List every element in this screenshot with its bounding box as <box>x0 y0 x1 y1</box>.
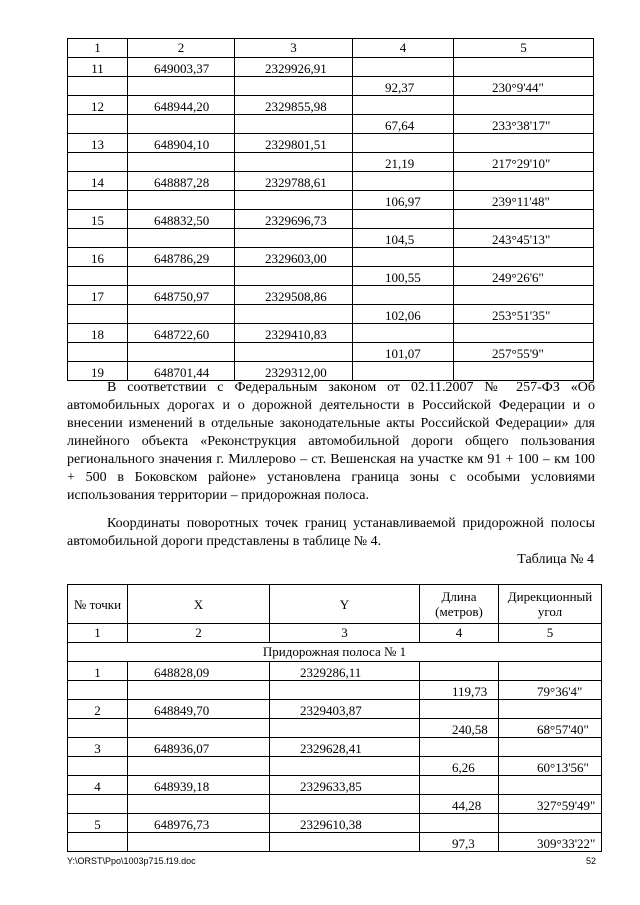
table-cell: 101,07 <box>353 343 454 362</box>
table-cell: 648976,73 <box>128 814 270 833</box>
column-header: Длина (метров) <box>420 585 499 624</box>
table-cell: 21,19 <box>353 153 454 172</box>
table-cell: 2 <box>68 700 128 719</box>
table-cell <box>68 191 128 210</box>
footer-file-path: Y:\ORST\Ppo\1003p715.f19.doc <box>67 856 196 866</box>
table-cell <box>454 96 594 115</box>
column-number-cell: 1 <box>68 39 128 58</box>
table-row <box>68 795 602 814</box>
table-cell: 106,97 <box>353 191 454 210</box>
legal-paragraph <box>67 379 595 505</box>
table-cell: 2329508,86 <box>235 286 353 305</box>
table-cell <box>420 814 499 833</box>
coordinates-table-continued <box>67 38 594 381</box>
table-cell: 100,55 <box>353 267 454 286</box>
table-cell: 648722,60 <box>128 324 235 343</box>
table-cell: 648828,09 <box>128 662 270 681</box>
paragraph-text: В соответствии с Федеральным законом от 02.11.2007 № 257-ФЗ «Об автомобильных дорогах и о дорожной деятельности в Российской Федерации и о внесении изменений в отдельные законодательные акты Российской Федерации» для линейного объекта «Реконструкция автомобильной дороги общего пользования регионального значения г. Миллерово – ст. Вешенская на участке км 91 + 100 – км 100 + 500 в Боковском районе» установлена граница зоны с особыми условиями использования территории – придорожная полоса. <box>67 380 595 503</box>
table-cell: 243°45'13" <box>454 229 594 248</box>
table-cell: 648832,50 <box>128 210 235 229</box>
column-number-cell: 1 <box>68 624 128 643</box>
table-cell <box>68 77 128 96</box>
table-row <box>68 229 594 248</box>
column-number-cell: 3 <box>235 39 353 58</box>
table-row <box>68 814 602 833</box>
table-cell: 104,5 <box>353 229 454 248</box>
table-cell <box>128 191 235 210</box>
table-cell: 2329926,91 <box>235 58 353 77</box>
coordinates-table-4 <box>67 584 602 852</box>
table-cell <box>128 305 235 324</box>
table-cell: 648786,29 <box>128 248 235 267</box>
column-header: Дирекционный угол <box>499 585 602 624</box>
table-cell <box>68 267 128 286</box>
table-cell <box>68 229 128 248</box>
table-cell: 119,73 <box>420 681 499 700</box>
table-cell <box>68 115 128 134</box>
table-row <box>68 153 594 172</box>
table-cell: 2329628,41 <box>270 738 420 757</box>
table-cell: 68°57'40" <box>499 719 602 738</box>
table-cell: 102,06 <box>353 305 454 324</box>
table-cell <box>270 681 420 700</box>
table-cell: 2329855,98 <box>235 96 353 115</box>
table-row <box>68 776 602 795</box>
table-cell: 12 <box>68 96 128 115</box>
column-number-cell: 5 <box>499 624 602 643</box>
table-cell: 240,58 <box>420 719 499 738</box>
table-cell: 648849,70 <box>128 700 270 719</box>
table-cell: 4 <box>68 776 128 795</box>
table-cell <box>353 172 454 191</box>
table-cell: 2329603,00 <box>235 248 353 267</box>
table-cell: 648936,07 <box>128 738 270 757</box>
table-cell <box>499 776 602 795</box>
table-row <box>68 757 602 776</box>
table-cell: 327°59'49" <box>499 795 602 814</box>
table-cell <box>499 662 602 681</box>
table-cell: 239°11'48" <box>454 191 594 210</box>
table-cell <box>353 286 454 305</box>
table-cell <box>235 343 353 362</box>
column-number-cell: 4 <box>420 624 499 643</box>
table-cell <box>454 210 594 229</box>
column-number-cell: 3 <box>270 624 420 643</box>
table-cell <box>68 833 128 852</box>
table-cell: 2329633,85 <box>270 776 420 795</box>
table-row <box>68 248 594 267</box>
table-cell <box>235 191 353 210</box>
header-row <box>68 585 602 624</box>
table-cell: 11 <box>68 58 128 77</box>
table-cell: 1 <box>68 662 128 681</box>
table-row <box>68 324 594 343</box>
table-cell: 2329403,87 <box>270 700 420 719</box>
table-cell <box>499 700 602 719</box>
table-cell <box>420 776 499 795</box>
table-cell: 649003,37 <box>128 58 235 77</box>
table-cell <box>128 833 270 852</box>
table-cell: 14 <box>68 172 128 191</box>
table-cell: 309°33'22" <box>499 833 602 852</box>
table-cell <box>128 115 235 134</box>
table-row <box>68 58 594 77</box>
table-cell: 79°36'4" <box>499 681 602 700</box>
table-cell <box>270 719 420 738</box>
table-cell <box>353 324 454 343</box>
table-cell <box>128 795 270 814</box>
section-row <box>68 643 602 662</box>
table-cell <box>353 134 454 153</box>
table-cell <box>499 738 602 757</box>
table-cell <box>420 662 499 681</box>
table-cell <box>454 172 594 191</box>
table-cell <box>235 267 353 286</box>
table-cell <box>68 795 128 814</box>
table-cell <box>270 795 420 814</box>
column-number-cell: 5 <box>454 39 594 58</box>
page-number: 52 <box>585 856 596 866</box>
table-cell <box>128 681 270 700</box>
table-cell <box>128 153 235 172</box>
table-cell <box>128 719 270 738</box>
table-cell: 648904,10 <box>128 134 235 153</box>
table-row <box>68 96 594 115</box>
table-cell <box>68 153 128 172</box>
table-cell: 92,37 <box>353 77 454 96</box>
table-cell: 18 <box>68 324 128 343</box>
table-cell <box>128 757 270 776</box>
table-row <box>68 134 594 153</box>
table-cell <box>235 305 353 324</box>
column-number-cell: 2 <box>128 624 270 643</box>
table-cell: 17 <box>68 286 128 305</box>
table-cell: 253°51'35" <box>454 305 594 324</box>
table-cell <box>454 58 594 77</box>
table-cell: 13 <box>68 134 128 153</box>
paragraph-text: Координаты поворотных точек границ устанавливаемой придорожной полосы автомобильной дороги представлены в таблице № 4. <box>67 516 595 549</box>
table-cell <box>420 700 499 719</box>
table-cell: 648944,20 <box>128 96 235 115</box>
table-cell: 6,26 <box>420 757 499 776</box>
table-cell: 2329410,83 <box>235 324 353 343</box>
table-row <box>68 719 602 738</box>
table-row <box>68 267 594 286</box>
table-cell: 2329801,51 <box>235 134 353 153</box>
section-title: Придорожная полоса № 1 <box>68 643 602 662</box>
table-cell <box>68 343 128 362</box>
table-label: Таблица № 4 <box>517 552 594 567</box>
table-cell <box>454 248 594 267</box>
table-row <box>68 172 594 191</box>
table-cell <box>68 681 128 700</box>
table-cell <box>454 134 594 153</box>
table-cell: 3 <box>68 738 128 757</box>
table-cell <box>454 362 594 381</box>
table-cell <box>353 362 454 381</box>
column-numbers-row <box>68 624 602 643</box>
table-cell: 2329312,00 <box>235 362 353 381</box>
table-cell: 97,3 <box>420 833 499 852</box>
table-cell: 230°9'44" <box>454 77 594 96</box>
table-cell: 2329286,11 <box>270 662 420 681</box>
table-intro-paragraph <box>67 515 595 551</box>
table-row <box>68 681 602 700</box>
table-cell <box>499 814 602 833</box>
column-header: № точки <box>68 585 128 624</box>
table-cell <box>235 77 353 96</box>
table-cell <box>420 738 499 757</box>
table-cell: 648887,28 <box>128 172 235 191</box>
table-cell: 2329788,61 <box>235 172 353 191</box>
table-cell: 257°55'9" <box>454 343 594 362</box>
table-row <box>68 662 602 681</box>
column-numbers-row <box>68 39 594 58</box>
table-cell <box>353 210 454 229</box>
table-cell: 67,64 <box>353 115 454 134</box>
column-header: Y <box>270 585 420 624</box>
table-row <box>68 738 602 757</box>
table-row <box>68 115 594 134</box>
table-cell <box>235 115 353 134</box>
table-row <box>68 210 594 229</box>
table-cell <box>68 305 128 324</box>
column-number-cell: 2 <box>128 39 235 58</box>
table-row <box>68 833 602 852</box>
table-cell <box>270 833 420 852</box>
table-cell <box>235 153 353 172</box>
table-cell: 249°26'6" <box>454 267 594 286</box>
table-cell <box>454 324 594 343</box>
table-cell <box>353 248 454 267</box>
table-cell: 44,28 <box>420 795 499 814</box>
table-cell <box>68 757 128 776</box>
table-cell <box>270 757 420 776</box>
table-cell: 648939,18 <box>128 776 270 795</box>
table-cell: 60°13'56" <box>499 757 602 776</box>
table-row <box>68 77 594 96</box>
table-cell <box>353 58 454 77</box>
table-row <box>68 305 594 324</box>
table-cell: 233°38'17" <box>454 115 594 134</box>
column-header: X <box>128 585 270 624</box>
table-cell: 5 <box>68 814 128 833</box>
table-row <box>68 343 594 362</box>
table-cell: 2329696,73 <box>235 210 353 229</box>
table-cell: 15 <box>68 210 128 229</box>
table-cell <box>128 267 235 286</box>
table-cell: 648750,97 <box>128 286 235 305</box>
column-number-cell: 4 <box>353 39 454 58</box>
table-cell <box>68 719 128 738</box>
table-row <box>68 191 594 210</box>
table-cell <box>353 96 454 115</box>
table-cell <box>128 229 235 248</box>
table-cell: 217°29'10" <box>454 153 594 172</box>
table-cell <box>235 229 353 248</box>
table-cell: 2329610,38 <box>270 814 420 833</box>
table-cell <box>128 77 235 96</box>
table-cell: 648701,44 <box>128 362 235 381</box>
table-row <box>68 700 602 719</box>
table-cell <box>128 343 235 362</box>
table-cell: 16 <box>68 248 128 267</box>
table-row <box>68 286 594 305</box>
table-row <box>68 362 594 381</box>
table-cell <box>454 286 594 305</box>
table-cell: 19 <box>68 362 128 381</box>
